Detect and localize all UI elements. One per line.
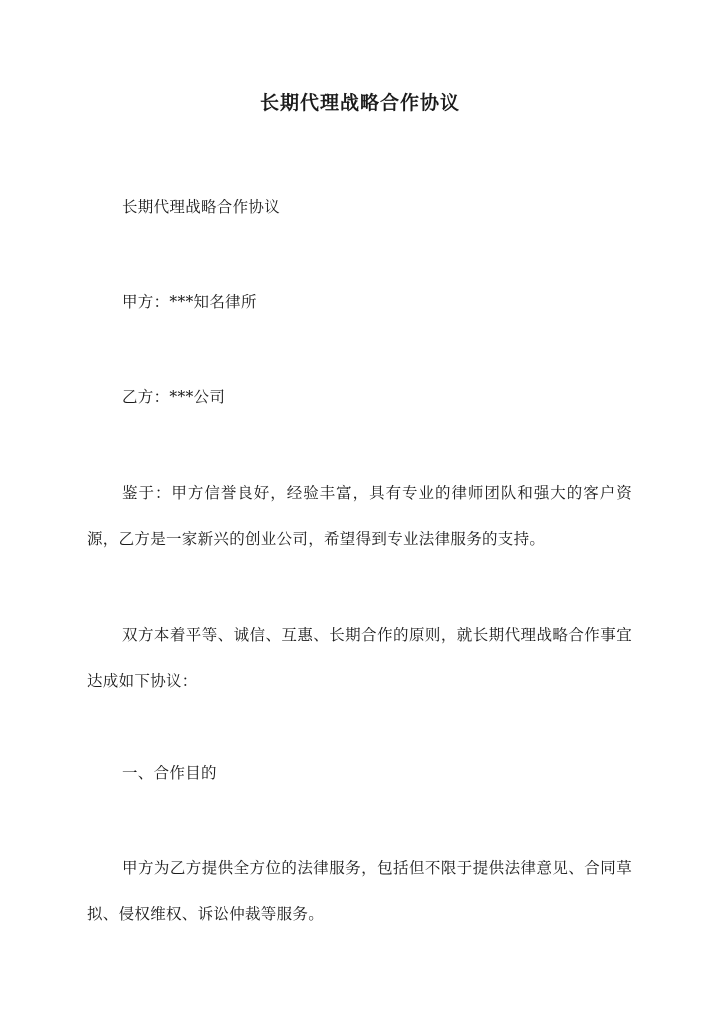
section-heading-cooperation-purpose: 一、合作目的	[122, 764, 217, 782]
paragraph-party-b: 乙方：***公司	[122, 388, 226, 406]
paragraph-legal-services: 甲方为乙方提供全方位的法律服务，包括但不限于提供法律意见、合同草拟、侵权维权、诉讼仲裁等服务。	[87, 859, 632, 923]
paragraph-party-a: 甲方：***知名律所	[122, 293, 257, 311]
paragraph-heading-repeat: 长期代理战略合作协议	[122, 198, 281, 216]
paragraph-principles: 双方本着平等、诚信、互惠、长期合作的原则，就长期代理战略合作事宜达成如下协议：	[87, 626, 632, 690]
paragraph-whereas: 鉴于：甲方信誉良好，经验丰富，具有专业的律师团队和强大的客户资源，乙方是一家新兴的创业公司，希望得到专业法律服务的支持。	[87, 484, 632, 548]
document-title: 长期代理战略合作协议	[259, 92, 460, 114]
